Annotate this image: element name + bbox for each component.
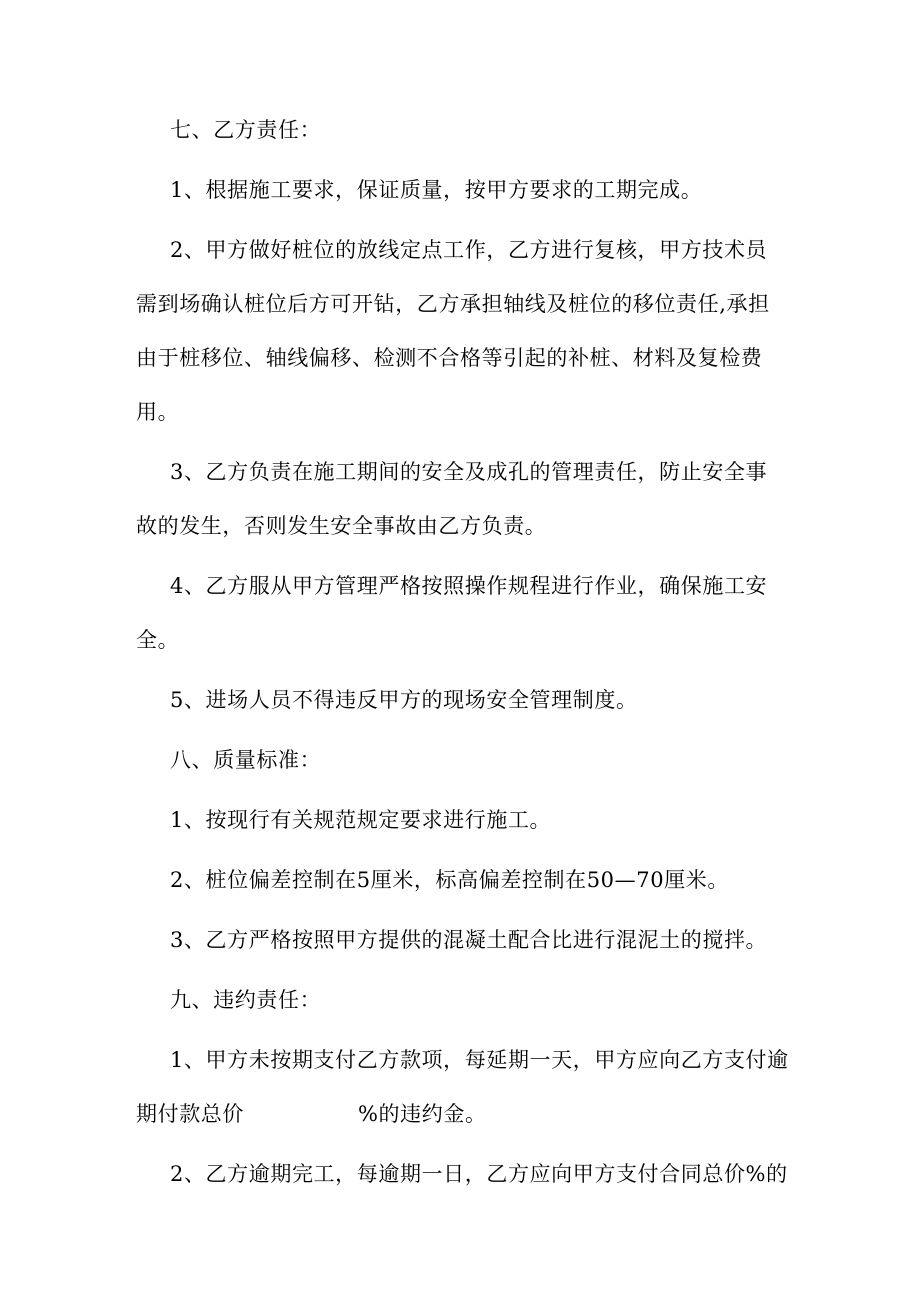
penalty-rate-text: %的违约金。 <box>358 1102 487 1126</box>
section-7-item-5: 5、进场人员不得违反甲方的现场安全管理制度。 <box>170 688 638 712</box>
overdue-total-label: 期付款总价 <box>136 1102 244 1126</box>
section-7-heading: 七、乙方责任： <box>170 118 322 142</box>
section-9-heading: 九、违约责任： <box>170 988 322 1012</box>
section-9-item-1-line-1: 1、甲方未按期支付乙方款项，每延期一天，甲方应向乙方支付逾 <box>170 1048 789 1072</box>
section-7-item-3-line-2: 故的发生，否则发生安全事故由乙方负责。 <box>136 514 547 538</box>
section-7-item-2-line-1: 2、甲方做好桩位的放线定点工作，乙方进行复核，甲方技术员 <box>170 238 768 262</box>
section-7-item-2-line-2: 需到场确认桩位后方可开钻，乙方承担轴线及桩位的移位责任,承担 <box>136 292 770 316</box>
section-7-item-2-line-3: 由于桩移位、轴线偏移、检测不合格等引起的补桩、材料及复检费 <box>136 346 763 370</box>
section-8-heading: 八、质量标准： <box>170 748 322 772</box>
section-8-item-1: 1、按现行有关规范规定要求进行施工。 <box>170 808 552 832</box>
section-8-item-2: 2、桩位偏差控制在5厘米，标高偏差控制在50—70厘米。 <box>170 868 729 892</box>
section-7-item-1: 1、根据施工要求，保证质量，按甲方要求的工期完成。 <box>170 178 703 202</box>
section-7-item-4-line-1: 4、乙方服从甲方管理严格按照操作规程进行作业，确保施工安 <box>170 574 768 598</box>
section-7-item-2-line-4: 用。 <box>136 400 180 424</box>
section-8-item-3: 3、乙方严格按照甲方提供的混凝土配合比进行混泥土的搅拌。 <box>170 928 768 952</box>
section-9-item-1-line-2 <box>136 1100 816 1128</box>
section-7-item-3-line-1: 3、乙方负责在施工期间的安全及成孔的管理责任，防止安全事 <box>170 460 768 484</box>
section-7-item-4-line-2: 全。 <box>136 628 180 652</box>
section-9-item-2-line-1: 2、乙方逾期完工，每逾期一日，乙方应向甲方支付合同总价%的 <box>170 1162 788 1186</box>
